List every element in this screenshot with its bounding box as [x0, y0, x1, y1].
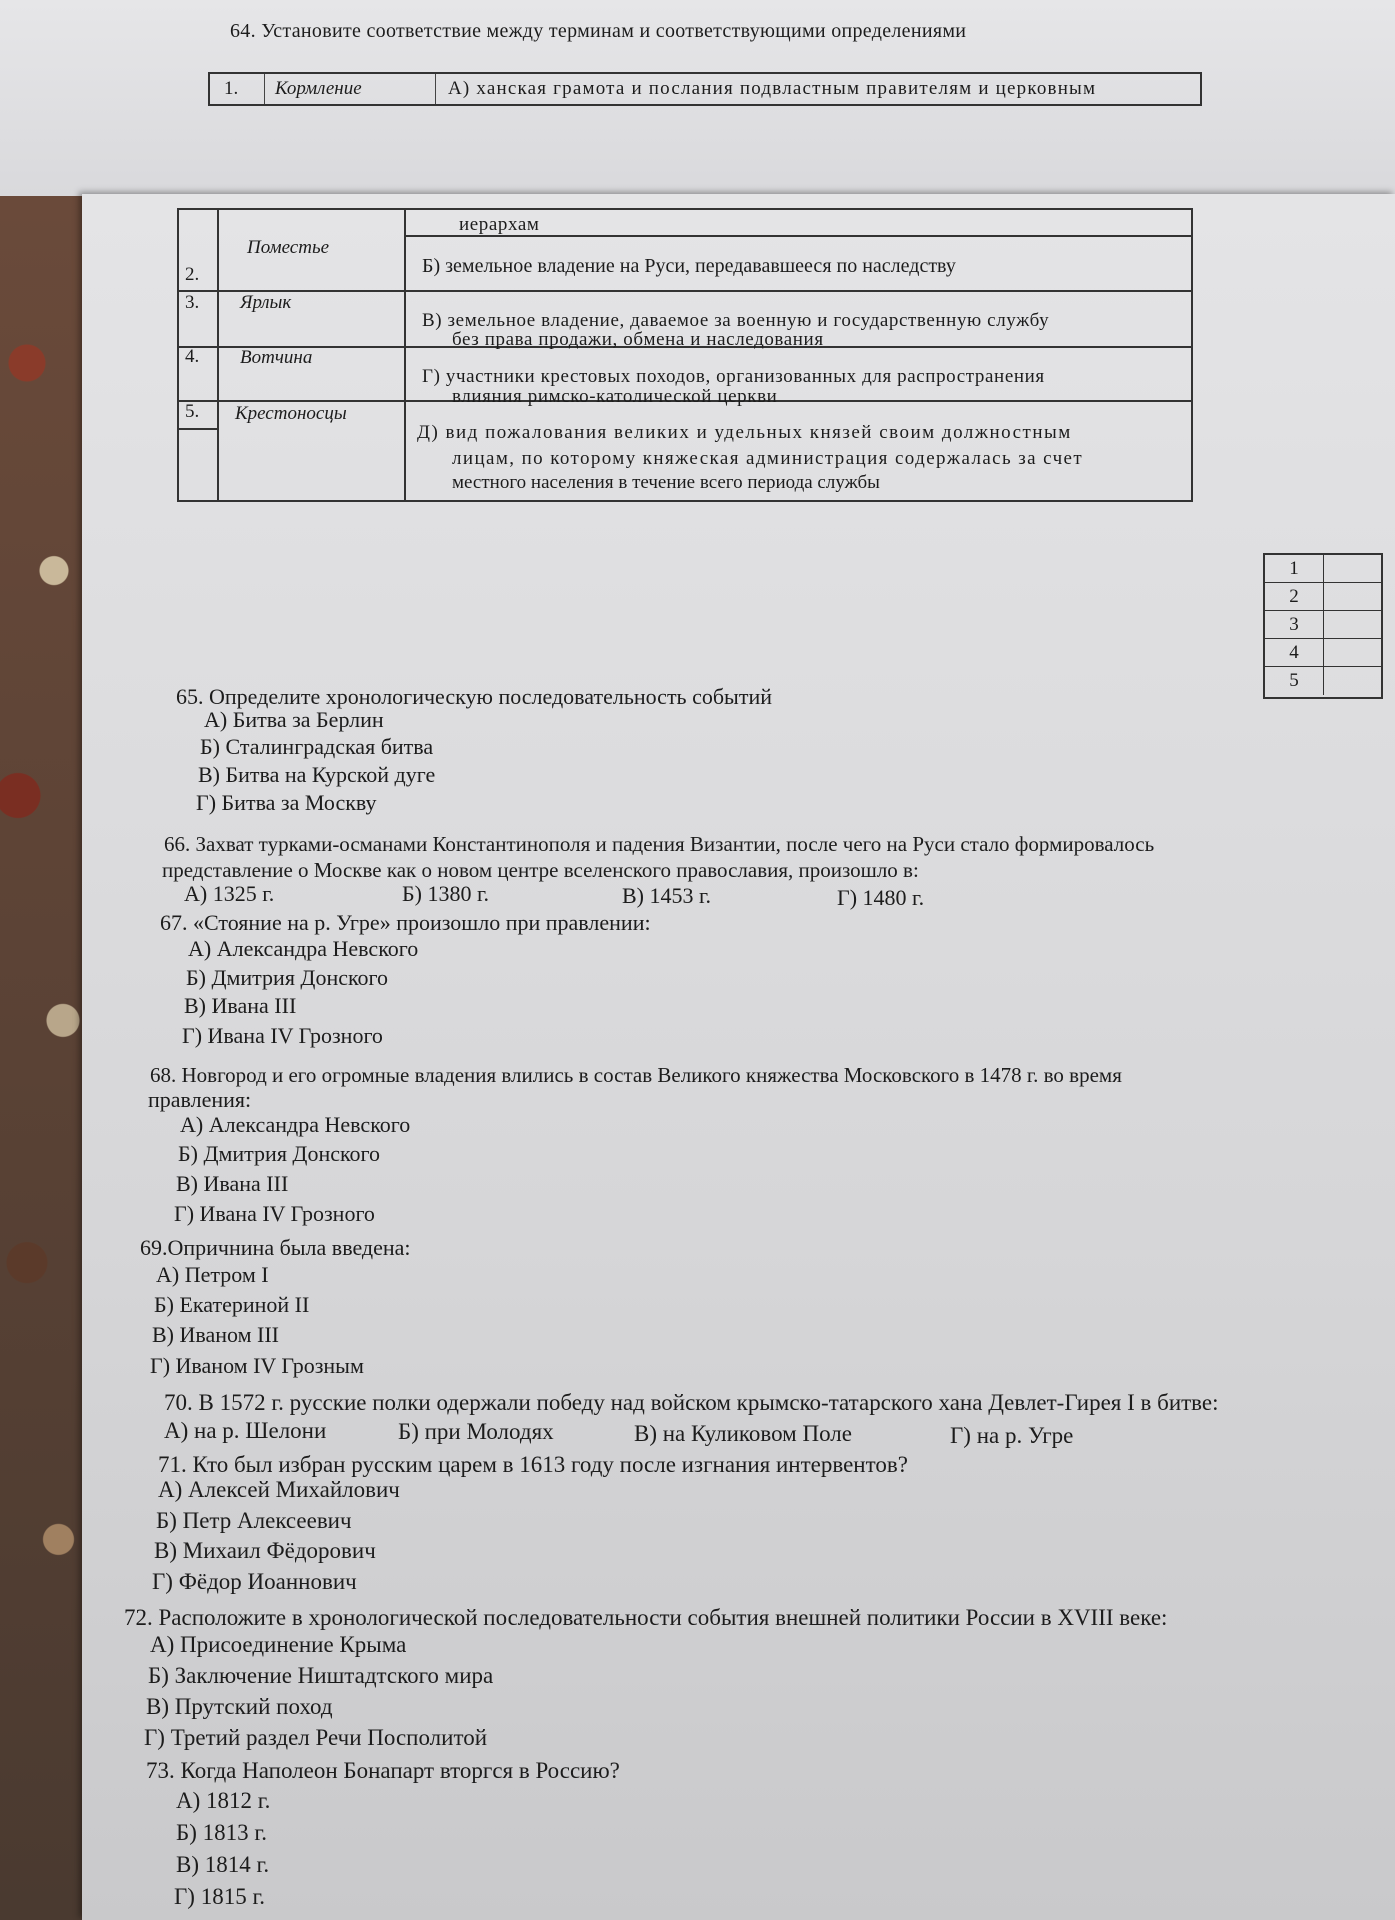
q68-option-g: Г) Ивана IV Грозного — [174, 1201, 375, 1226]
answer-grid-number: 4 — [1265, 639, 1324, 666]
q72-option-g: Г) Третий раздел Речи Посполитой — [144, 1725, 488, 1750]
row-number: 5. — [185, 401, 200, 422]
term-cell: Вотчина — [240, 347, 313, 368]
q72-option-a: А) Присоединение Крыма — [150, 1632, 407, 1657]
definition-cell: Б) земельное владение на Руси, передававшееся по наследству — [422, 255, 956, 277]
match-table-main — [177, 208, 1193, 502]
definition-cell: В) земельное владение, даваемое за военную и государственную службу — [422, 310, 1050, 331]
q66-option-g: Г) 1480 г. — [837, 885, 925, 910]
answer-grid-number: 1 — [1265, 555, 1324, 582]
row-number: 1. — [210, 74, 265, 104]
q68-option-v: В) Ивана III — [176, 1171, 289, 1196]
definition-cell-continued: влияния римско-католической церкви — [452, 386, 778, 407]
q69-option-b: Б) Екатериной II — [154, 1292, 310, 1317]
term-cell: Ярлык — [240, 292, 292, 313]
match-table-top — [208, 72, 1202, 106]
q70-option-a: А) на р. Шелони — [164, 1418, 327, 1443]
question-68-title-line2: правления: — [148, 1087, 252, 1112]
q73-option-v: В) 1814 г. — [176, 1852, 270, 1877]
q65-option-g: Г) Битва за Москву — [196, 790, 377, 815]
q70-option-v: В) на Куликовом Поле — [634, 1421, 852, 1446]
question-71-title: 71. Кто был избран русским царем в 1613 году после изгнания интервентов? — [158, 1452, 908, 1477]
q73-option-a: А) 1812 г. — [176, 1788, 271, 1813]
row-number: 4. — [185, 346, 200, 367]
term-cell: Кормление — [265, 74, 436, 104]
q66-option-a: А) 1325 г. — [184, 881, 275, 906]
question-66-title: 66. Захват турками-османами Константинополя и падения Византии, после чего на Руси стало формировалось — [164, 832, 1155, 856]
answer-grid-number: 2 — [1265, 583, 1324, 610]
definition-cell-continued: лицам, по которому княжеская администрация содержалась за счет — [452, 448, 1084, 469]
question-68-title: 68. Новгород и его огромные владения влились в состав Великого княжества Московского в 1478 г. во время — [150, 1063, 1122, 1087]
q68-option-a: А) Александра Невского — [180, 1112, 411, 1137]
question-65-title: 65. Определите хронологическую последовательность событий — [176, 684, 772, 709]
question-70-title: 70. В 1572 г. русские полки одержали победу над войском крымско-татарского хана Девлет-Гирея I в битве: — [164, 1390, 1219, 1415]
question-69-title: 69.Опричнина была введена: — [140, 1235, 411, 1260]
q66-option-b: Б) 1380 г. — [402, 881, 490, 906]
q73-option-g: Г) 1815 г. — [174, 1884, 266, 1909]
answer-grid-number: 5 — [1265, 667, 1324, 695]
term-cell: Поместье — [247, 237, 330, 258]
definition-cell: А) ханская грамота и послания подвластным правителям и церковным — [448, 78, 1097, 99]
q67-option-b: Б) Дмитрия Донского — [186, 965, 389, 990]
definition-cell: Г) участники крестовых походов, организованных для распространения — [422, 366, 1045, 387]
q67-option-a: А) Александра Невского — [188, 936, 419, 961]
term-cell: Крестоносцы — [235, 403, 347, 424]
q70-option-b: Б) при Молодях — [398, 1419, 554, 1444]
q71-option-v: В) Михаил Фёдорович — [154, 1538, 376, 1563]
q69-option-a: А) Петром I — [156, 1262, 269, 1287]
q72-option-b: Б) Заключение Ништадтского мира — [148, 1663, 494, 1688]
q73-option-b: Б) 1813 г. — [176, 1820, 267, 1845]
q68-option-b: Б) Дмитрия Донского — [178, 1141, 381, 1166]
question-73-title: 73. Когда Наполеон Бонапарт вторгся в Россию? — [146, 1758, 620, 1783]
q71-option-a: А) Алексей Михайлович — [158, 1477, 400, 1502]
q67-option-g: Г) Ивана IV Грозного — [182, 1023, 383, 1048]
q71-option-g: Г) Фёдор Иоаннович — [152, 1569, 357, 1594]
q72-option-v: В) Прутский поход — [146, 1694, 333, 1719]
q67-option-v: В) Ивана III — [184, 993, 297, 1018]
question-72-title: 72. Расположите в хронологической последовательности события внешней политики России в XVIII веке: — [124, 1605, 1168, 1630]
definition-a-continued: иерархам — [459, 214, 540, 235]
q65-option-a: А) Битва за Берлин — [204, 707, 384, 732]
question-66-title-line2: представление о Москве как о новом центре вселенского православия, произошло в: — [162, 858, 919, 882]
row-number: 3. — [185, 292, 200, 313]
q69-option-g: Г) Иваном IV Грозным — [150, 1353, 364, 1378]
answer-grid — [1263, 553, 1383, 699]
row-number: 2. — [185, 264, 200, 285]
q65-option-v: В) Битва на Курской дуге — [198, 762, 436, 787]
question-67-title: 67. «Стояние на р. Угре» произошло при правлении: — [160, 910, 651, 935]
definition-cell-continued: без права продажи, обмена и наследования — [452, 329, 824, 350]
question-64-title: 64. Установите соответствие между терминам и соответствующими определениями — [230, 20, 967, 42]
q71-option-b: Б) Петр Алексеевич — [156, 1508, 352, 1533]
carpet-background — [0, 190, 90, 1920]
q66-option-v: В) 1453 г. — [622, 883, 712, 908]
answer-grid-number: 3 — [1265, 611, 1324, 638]
q69-option-v: В) Иваном III — [152, 1322, 280, 1347]
q70-option-g: Г) на р. Угре — [950, 1423, 1074, 1448]
definition-cell: Д) вид пожалования великих и удельных князей своим должностным — [417, 422, 1072, 443]
definition-cell-continued: местного населения в течение всего периода службы — [452, 472, 880, 493]
q65-option-b: Б) Сталинградская битва — [200, 734, 434, 759]
